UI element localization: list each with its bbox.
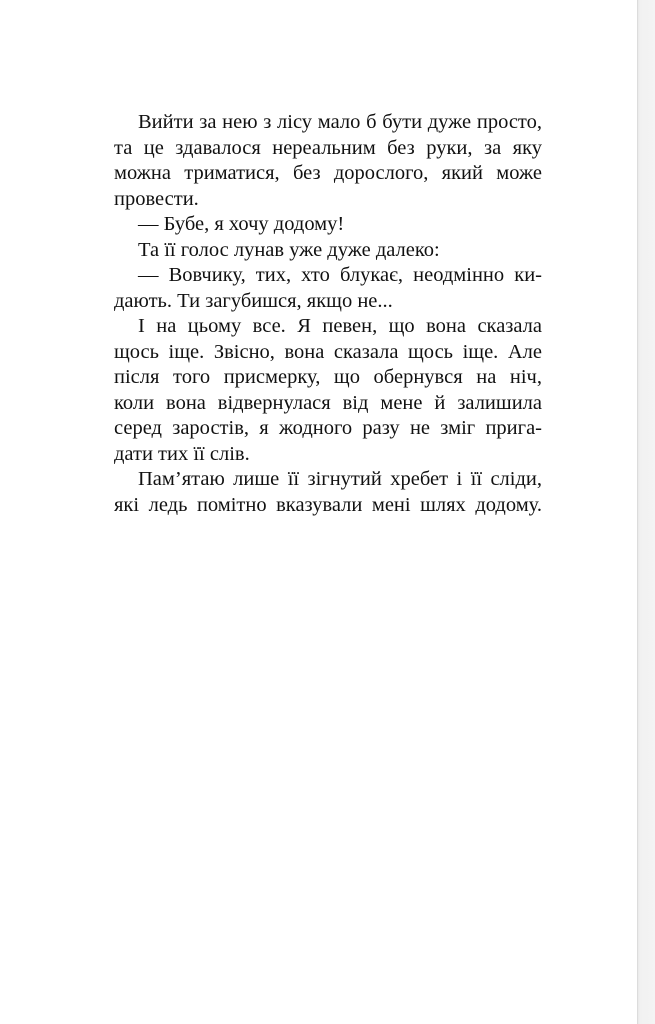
text-line: дають. Ти загубишся, якщо не...	[114, 289, 393, 312]
page-edge-shadow	[637, 0, 655, 1024]
text-line: Вийти за нею з лісу мало б бути дуже просто,	[138, 111, 542, 133]
text-line: Та її голос лунав уже дуже далеко:	[138, 238, 440, 261]
text-line: серед заростів, я жодного разу не зміг пригa-	[114, 417, 542, 439]
text-line: І на цьому все. Я певен, що вона сказала	[138, 315, 542, 337]
text-line: після того присмерку, що обернувся на ніч,	[114, 366, 542, 388]
page-text	[114, 110, 542, 518]
dialogue-line: — Бубе, я хочу додому!	[138, 213, 345, 235]
dialogue-line: — Вовчику, тих, хто блукає, неодмінно ки-	[138, 264, 542, 286]
text-line: які ледь помітно вказували мені шлях додому.	[114, 493, 542, 516]
text-line: та це здавалося нереальним без руки, за яку	[114, 136, 542, 159]
text-line: коли вона відвернулася від мене й залишила	[114, 391, 542, 414]
text-line: можна триматися, без дорослого, який може	[114, 162, 542, 184]
text-line: провести.	[114, 187, 199, 210]
text-line: дати тих її слів.	[114, 442, 250, 465]
text-line: щось іще. Звісно, вона сказала щось іще. Але	[114, 340, 542, 363]
text-line: Пам’ятаю лише її зігнутий хребет і її сліди,	[138, 468, 542, 490]
